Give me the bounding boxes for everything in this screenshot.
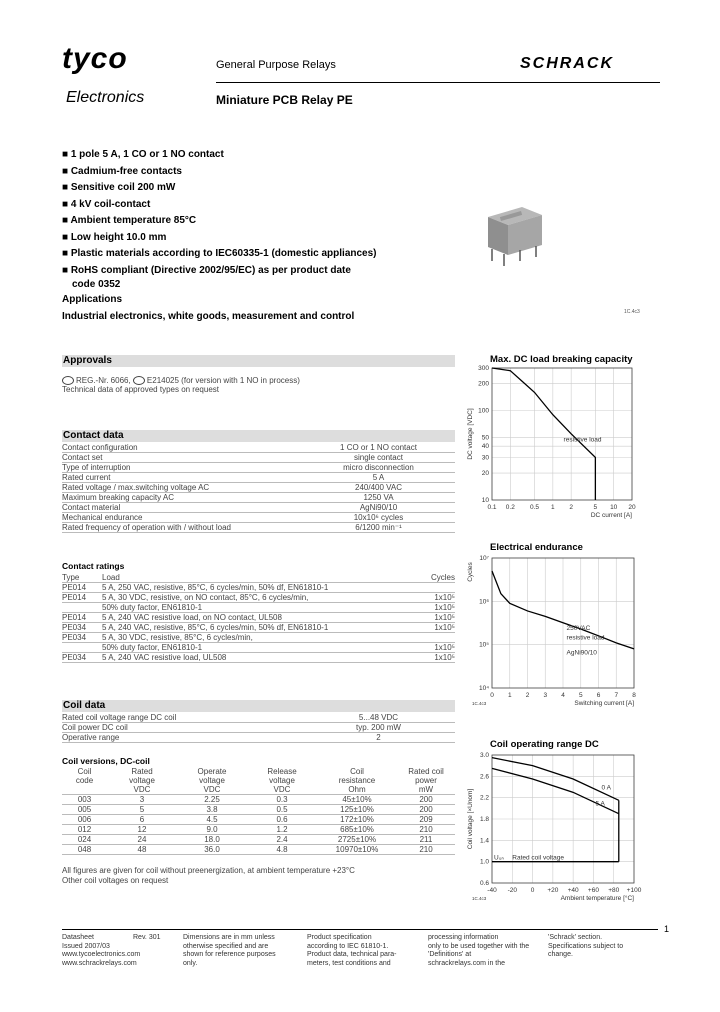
table-row [62,713,455,723]
feature-item: ■ Low height 10.0 mm [62,231,167,243]
series-label: Rated coil voltage [512,854,564,862]
relay-product-image [480,205,560,270]
column-header: Ohm [317,785,397,795]
page-title: Miniature PCB Relay PE [216,93,353,107]
chart-electrical-endurance [462,538,662,713]
footer-col-4: processing information only to be used together with the 'Definitions' at schrackrelays.com in the [428,934,530,968]
row-label: Contact set [62,453,302,463]
table-cell: 003 [62,795,107,805]
table-cell: 4.8 [247,845,317,855]
chart-title: Coil operating range DC [490,739,599,750]
table-header-row [62,776,455,785]
rating-load: 5 A, 240 VAC resistive load, UL508 [102,653,420,663]
row-label: Contact material [62,503,302,513]
x-tick-label: 10 [610,504,618,511]
table-row [62,523,455,533]
x-tick-label: 0.2 [505,504,515,511]
series-label: 5 A [595,800,605,808]
table-row [62,583,455,593]
row-label: Rated current [62,473,302,483]
x-tick-label: -40 [487,887,497,894]
y-tick-label: 10⁶ [479,598,489,606]
y-axis-label: Coil voltage [×Unom] [467,788,474,850]
table-cell: 172±10% [317,815,397,825]
table-cell: 18.0 [177,835,247,845]
row-label: Type of interruption [62,463,302,473]
x-tick-label: 7 [614,692,619,699]
table-row [62,733,455,743]
feature-item: code 0352 [72,279,121,290]
contact-data-table [62,443,455,533]
row-value: 1 CO or 1 NO contact [302,443,455,453]
table-cell: 211 [397,835,455,845]
page-number: 1 [664,924,670,934]
rating-cycles [420,633,455,643]
table-row [62,613,455,623]
x-tick-label: +20 [547,887,559,894]
rating-cycles: 1x10⁵ [420,593,455,603]
table-header-row: Type Load Cycles [62,573,455,582]
table-row [62,493,455,503]
feature-item: ■ 1 pole 5 A, 1 CO or 1 NO contact [62,149,224,160]
rating-load: 5 A, 30 VDC, resistive, 85°C, 6 cycles/min, [102,633,420,643]
rating-load: 50% duty factor, EN61810-1 [102,603,420,613]
rating-type [62,643,102,653]
table-cell: 24 [107,835,177,845]
table-header-row [62,767,455,776]
table-row [62,453,455,463]
table-row [62,845,455,855]
applications-heading: Applications [62,294,123,305]
coil-note-1: All figures are given for coil without preenergization, at ambient temperature +23°C [62,866,355,875]
rating-load: 50% duty factor, EN61810-1 [102,643,420,653]
table-cell: 1.2 [247,825,317,835]
row-value: 240/400 VAC [302,483,455,493]
row-label: Rated voltage / max.switching voltage AC [62,483,302,493]
feature-item: ■ Ambient temperature 85°C [62,215,197,226]
table-cell: 3.8 [177,805,247,815]
y-tick-label: 1.8 [479,816,489,823]
series-label: AgNi90/10 [566,649,597,657]
x-tick-label: +60 [587,887,599,894]
rating-load: 5 A, 30 VDC, resistive, on NO contact, 85°C, 6 cycles/min, [102,593,420,603]
row-value: 1250 VA [302,493,455,503]
rating-cycles: 1x10⁵ [420,603,455,613]
column-header: power [415,776,437,785]
table-cell: 048 [62,845,107,855]
row-label: Contact configuration [62,443,302,453]
table-cell: 210 [397,845,455,855]
column-header: Coil [350,767,364,776]
rating-load: 5 A, 240 VAC, resistive, 85°C, 6 cycles/min, 50% df, EN61810-1 [102,623,420,633]
x-tick-label: 6 [596,692,601,699]
category-label: General Purpose Relays [216,59,336,71]
approvals-heading: Approvals [62,355,455,367]
coil-note-2: Other coil voltages on request [62,876,169,885]
rating-type: PE034 [62,623,102,633]
series-label: 250VAC [566,624,591,632]
series-line [492,368,595,500]
vde-icon [62,376,74,385]
x-tick-label: 5 [578,692,583,699]
x-tick-label: 3 [543,692,548,699]
y-tick-label: 1.4 [479,837,489,845]
table-cell: 200 [397,805,455,815]
x-tick-label: 1 [507,692,512,699]
table-row [62,443,455,453]
rating-load: 5 A, 250 VAC, resistive, 85°C, 6 cycles/min, 50% df, EN61810-1 [102,583,420,593]
rating-type [62,603,102,613]
rating-type: PE014 [62,583,102,593]
chart-coil-operating-range [462,733,662,913]
x-tick-label: 2 [569,504,573,511]
feature-item: ■ Sensitive coil 200 mW [62,182,176,193]
rating-type: PE014 [62,613,102,623]
table-row [62,835,455,845]
x-tick-label: 0.5 [530,504,540,511]
row-label: Rated coil voltage range DC coil [62,713,302,723]
table-cell: 3 [107,795,177,805]
x-tick-label: +40 [567,887,579,894]
y-tick-label: 40 [481,443,489,451]
footer-divider [62,929,658,930]
x-tick-label: 0 [490,692,494,699]
y-tick-label: 3.0 [479,752,489,759]
y-tick-label: 50 [481,434,489,442]
table-row [62,825,455,835]
table-cell: 210 [397,825,455,835]
table-row [62,795,455,805]
y-axis-label: DC voltage [VDC] [467,408,474,460]
table-row [62,463,455,473]
rating-load: 5 A, 240 VAC resistive load, on NO contact, UL508 [102,613,420,623]
coil-versions-heading: Coil versions, DC-coil [62,756,150,766]
table-cell: 6 [107,815,177,825]
table-cell: 0.5 [247,805,317,815]
y-tick-label: 1.0 [479,858,489,866]
chart-title: Electrical endurance [490,542,583,553]
rating-type: PE034 [62,653,102,663]
row-label: Maximum breaking capacity AC [62,493,302,503]
rating-cycles: 1x10⁵ [420,613,455,623]
table-row [62,603,455,613]
rating-type: PE014 [62,593,102,603]
footer-col-5: 'Schrack' section. Specifications subject to change. [548,934,624,959]
x-tick-label: 8 [632,692,636,699]
column-header: voltage [129,776,155,785]
row-value: 2 [302,733,455,743]
table-row [62,593,455,603]
column-header: resistance [338,776,376,785]
table-cell: 012 [62,825,107,835]
image-code: 1C.4c3 [624,309,640,315]
table-cell: 48 [107,845,177,855]
rating-cycles: 1x10⁵ [420,643,455,653]
table-cell: 36.0 [177,845,247,855]
x-tick-label: 4 [561,692,565,699]
feature-item: ■ Cadmium-free contacts [62,165,182,177]
x-axis-label: DC current [A] [590,512,632,519]
y-tick-label: 20 [481,470,489,478]
footer-col-2: Dimensions are in mm unless otherwise specified and are shown for reference purposes only. [183,934,276,968]
plot-frame [492,368,632,500]
y-tick-label: 30 [481,454,489,462]
feature-item: ■ 4 kV coil-contact [62,198,151,210]
table-row [62,633,455,643]
column-header: voltage [199,776,225,785]
x-tick-label: 0.1 [487,504,497,511]
y-tick-label: 300 [478,365,489,372]
column-header: VDC [177,785,247,795]
header-divider [216,82,660,83]
table-cell: 125±10% [317,805,397,815]
table-cell: 0.3 [247,795,317,805]
column-header: Operate [197,767,227,776]
y-tick-label: 2.2 [479,794,489,802]
x-tick-label: 5 [593,504,598,511]
x-axis-label: Ambient temperature [°C] [560,895,634,902]
electronics-logo-text: Electronics [66,89,145,106]
table-cell: 209 [397,815,455,825]
rating-cycles [420,583,455,593]
x-tick-label: 1 [551,504,555,511]
column-header: mW [397,785,455,795]
footer-col-3: Product specification according to IEC 61810-1. Product data, technical para- meters, test conditions and [307,934,397,968]
coil-versions-table [62,767,455,855]
table-cell: 10970±10% [317,845,397,855]
y-tick-label: 200 [478,380,489,388]
chart-title: Max. DC load breaking capacity [490,354,633,365]
y-tick-label: 10⁷ [479,555,489,562]
column-header: Coil [77,767,92,776]
column-header: Rated coil [408,767,444,776]
table-cell: 45±10% [317,795,397,805]
row-label: Mechanical endurance [62,513,302,523]
column-header: code [75,776,94,785]
table-cell: 685±10% [317,825,397,835]
table-cell: 2.25 [177,795,247,805]
x-tick-label: +80 [608,887,620,894]
table-row [62,513,455,523]
row-value: single contact [302,453,455,463]
rating-cycles: 1x10⁵ [420,623,455,633]
table-cell: 200 [397,795,455,805]
applications-text: Industrial electronics, white goods, measurement and control [62,311,355,322]
column-header: VDC [107,785,177,795]
table-cell: 5 [107,805,177,815]
annotation-label: resistive load [563,436,602,444]
chart-code: 1C.4c3 [472,701,487,706]
row-value: 6/1200 min⁻¹ [302,523,455,533]
table-row [62,815,455,825]
y-axis-label: Cycles [467,562,474,582]
chart-dc-breaking-capacity [462,350,662,525]
y-tick-label: 100 [478,407,489,415]
x-axis-label: Switching current [A] [574,700,634,707]
column-header: Release [267,767,297,776]
column-header: Rated [131,767,153,776]
y-tick-label: 10⁵ [479,641,489,649]
coil-data-table [62,713,455,743]
table-cell: 4.5 [177,815,247,825]
unom-label: U₀ₙ [494,854,504,862]
table-row [62,483,455,493]
table-row [62,653,455,663]
column-header: VDC [247,785,317,795]
table-row [62,503,455,513]
ul-icon [133,376,145,385]
y-tick-label: 0.6 [479,880,489,887]
table-cell: 024 [62,835,107,845]
row-value: typ. 200 mW [302,723,455,733]
table-cell: 2725±10% [317,835,397,845]
table-cell: 12 [107,825,177,835]
footer-col-1: Datasheet Issued 2007/03 www.tycoelectronics.com www.schrackrelays.com [62,934,141,968]
x-tick-label: -20 [507,887,517,894]
table-row [62,623,455,633]
series-line [492,758,619,801]
contact-data-heading: Contact data [62,430,455,442]
y-tick-label: 10⁴ [478,685,489,692]
row-value: 5...48 VDC [302,713,455,723]
row-value: 10x10⁶ cycles [302,513,455,523]
row-label: Coil power DC coil [62,723,302,733]
x-tick-label: 2 [525,692,530,699]
feature-list [62,147,377,291]
footer-col-1b: Rev. 301 [133,934,161,941]
table-cell: 0.6 [247,815,317,825]
y-tick-label: 2.6 [479,773,489,781]
row-label: Rated frequency of operation with / without load [62,523,302,533]
x-tick-label: +100 [626,887,642,894]
coil-data-heading: Coil data [62,700,455,712]
row-value: AgNi90/10 [302,503,455,513]
table-cell: 006 [62,815,107,825]
table-cell: 005 [62,805,107,815]
contact-ratings-table [62,573,455,663]
row-label: Operative range [62,733,302,743]
contact-ratings-heading: Contact ratings [62,561,125,571]
table-header-row [62,785,455,795]
row-value: micro disconnection [302,463,455,473]
rating-cycles: 1x10⁵ [420,653,455,663]
table-row [62,473,455,483]
row-value: 5 A [302,473,455,483]
tyco-logo: tyco [62,42,128,75]
series-label: 0 A [601,784,611,792]
approvals-text: REG.-Nr. 6066, E214025 (for version with 1 NO in process) Technical data of approved types on request [62,376,300,395]
x-tick-label: 0 [530,887,535,894]
feature-item: ■ RoHS compliant (Directive 2002/95/EC) as per product date [62,264,351,276]
table-cell: 2.4 [247,835,317,845]
chart-code: 1C.4c3 [472,896,487,901]
schrack-logo: SCHRACK [520,55,614,72]
column-header [62,785,107,795]
rating-type: PE034 [62,633,102,643]
column-header: voltage [269,776,295,785]
feature-item: ■ Plastic materials according to IEC60335-1 (domestic appliances) [62,248,377,259]
table-row [62,723,455,733]
table-cell: 9.0 [177,825,247,835]
table-row [62,805,455,815]
y-tick-label: 10 [481,497,489,504]
x-tick-label: 20 [628,504,636,511]
series-label: resistive load [566,634,605,642]
table-row [62,643,455,653]
